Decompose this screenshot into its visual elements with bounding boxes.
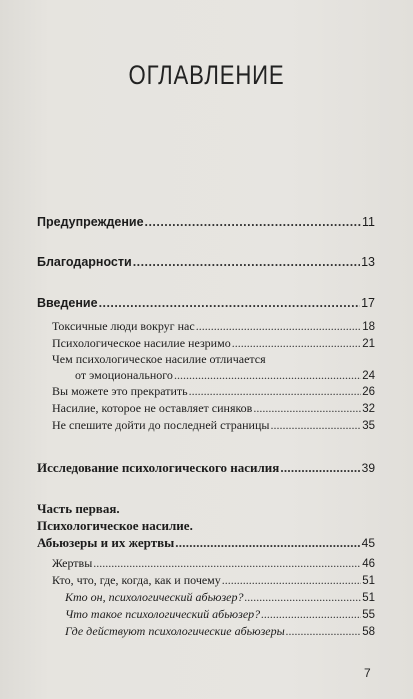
leader-dots [99,297,361,310]
toc-entry-label: Кто, что, где, когда, как и почему [52,573,221,587]
leader-dots [175,536,360,549]
leader-dots [145,216,361,229]
toc-entry-warning [37,216,375,229]
toc-subentry [52,320,375,334]
toc-entry-abusers-victims [37,536,375,549]
toc-subentry [52,337,375,351]
toc-entry-label: Введение [37,296,98,310]
toc-subentry [52,385,375,399]
toc-subentry [52,574,375,588]
leader-dots [232,337,362,349]
toc-subentry-line: Чем психологическое насилие отличается [52,352,266,366]
toc-entry-label: Исследование психологического насилия [37,460,280,475]
toc-entry-page: 58 [362,626,375,638]
toc-entry-acknowledgements [37,256,375,269]
toc-entry-page: 51 [362,575,375,587]
toc-entry-label: Токсичные люди вокруг нас [52,319,195,333]
toc-entry-label: Предупреждение [37,215,144,229]
leader-dots [245,591,362,603]
leader-dots [253,402,361,414]
toc-entry-label: от эмоционального [75,368,173,382]
toc-entry-page: 35 [362,420,375,432]
toc-entry-page: 18 [362,321,375,333]
leader-dots [280,461,360,474]
toc-subentry [52,419,375,433]
toc-entry-label: Жертвы [52,556,93,570]
toc-entry-label: Не спешите дойти до последней страницы [52,418,270,432]
toc-subsubentry [65,608,375,622]
toc-subentry [52,402,375,416]
toc-entry-page: 39 [361,461,375,475]
toc-entry-label: Где действуют психологические абьюзеры [65,624,285,638]
toc-part-heading-line-2: Психологическое насилие. [37,518,193,533]
toc-subentry-continuation [75,369,375,383]
toc-entry-research [37,461,375,474]
toc-entry-page: 46 [362,558,375,570]
toc-entry-page: 55 [362,609,375,621]
toc-entry-introduction [37,297,375,310]
toc-entry-label: Вы можете это прекратить [52,384,188,398]
toc-subsubentry [65,625,375,639]
leader-dots [189,385,362,397]
toc-entry-page: 11 [362,215,375,229]
toc-part-heading-line-1: Часть первая. [37,501,120,516]
leader-dots [261,608,361,620]
leader-dots [133,256,360,269]
toc-entry-page: 13 [361,255,375,269]
toc-entry-label: Насилие, которое не оставляет синяков [52,401,253,415]
toc-entry-label: Абьюзеры и их жертвы [37,535,175,550]
toc-subsubentry [65,591,375,605]
toc-entry-label: Благодарности [37,255,132,269]
page-title: ОГЛАВЛЕНИЕ [128,60,285,90]
toc-entry-page: 51 [362,592,375,604]
page-number: 7 [364,666,371,680]
toc-entry-label: Что такое психологический абьюзер? [65,607,261,621]
leader-dots [174,369,361,381]
toc-entry-label: Психологическое насилие незримо [52,336,231,350]
leader-dots [93,557,361,569]
toc-entry-page: 32 [362,403,375,415]
toc-entry-label: Кто он, психологический абьюзер? [65,590,244,604]
toc-entry-page: 24 [362,370,375,382]
toc-entry-page: 21 [362,338,375,350]
toc-entry-page: 26 [362,386,375,398]
leader-dots [222,574,361,586]
leader-dots [270,419,361,431]
toc-subentry [52,557,375,571]
leader-dots [196,320,362,332]
leader-dots [286,625,361,637]
toc-entry-page: 45 [361,536,375,550]
toc-entry-page: 17 [361,296,375,310]
